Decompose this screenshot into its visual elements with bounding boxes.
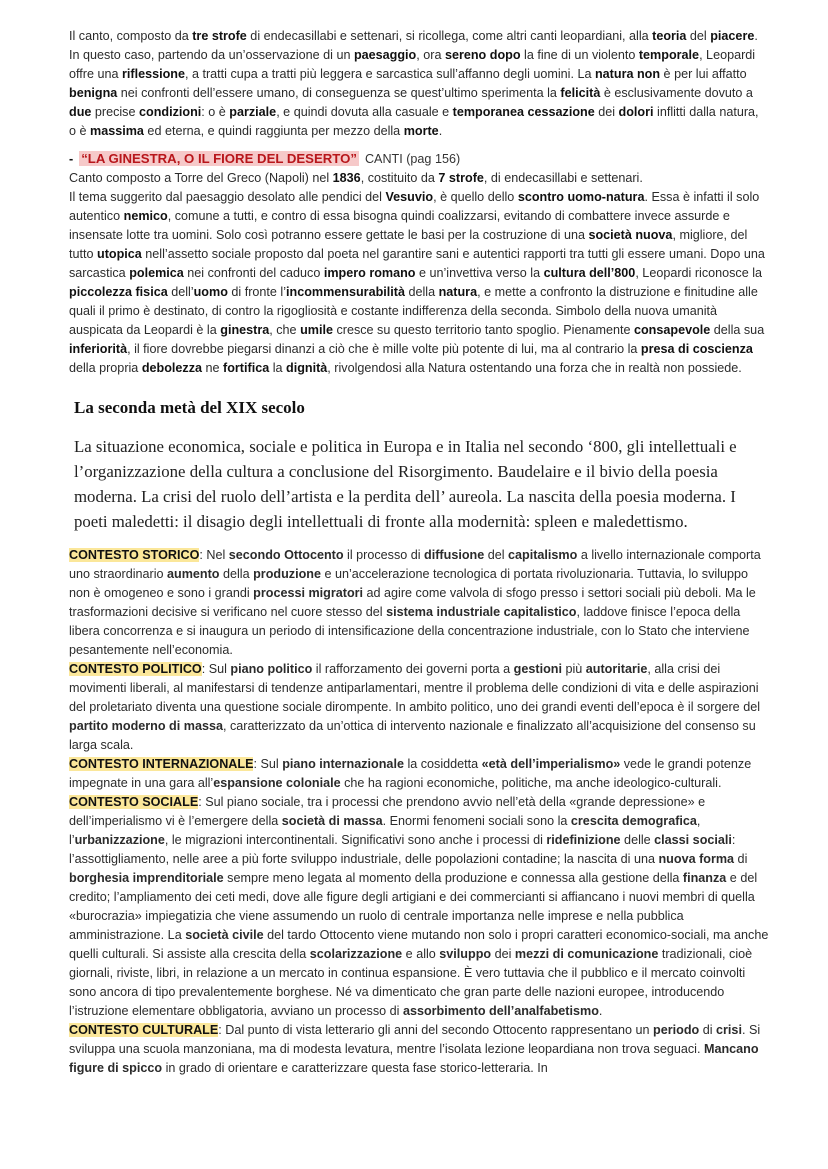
text-run: della	[219, 567, 254, 581]
text-run: in grado di orientare e caratterizzare questa fase storico-letteraria. In	[162, 1061, 548, 1075]
bold-keyword: aumento	[167, 567, 220, 581]
bold-keyword: felicità	[560, 86, 601, 100]
bold-keyword: società nuova	[588, 228, 673, 242]
bullet-dash: -	[69, 152, 74, 166]
text-run: inflitti dalla natura, o è	[69, 105, 759, 138]
bold-keyword: temporanea cessazione	[452, 105, 595, 119]
bold-keyword: sviluppo	[439, 947, 492, 961]
text-run: del	[484, 548, 509, 562]
text-run: cresce su questo territorio tanto spoglio. Pienamente	[332, 323, 634, 337]
context-label: CONTESTO STORICO	[69, 548, 200, 562]
bold-keyword: uomo	[193, 285, 228, 299]
text-run: , e mette a confronto la distruzione e finitudine alle quali il primo è destinato, di contro la rigogliosità e costante indifferenza della seconda. Simbolo della nuova umanità auspicata da Leopardi è la	[69, 285, 758, 337]
section-heading: La seconda metà del XIX secolo	[74, 398, 305, 417]
bold-keyword: polemica	[129, 266, 184, 280]
text-run: nei confronti dell’essere umano, di conseguenza se quest’ultimo sperimenta la	[117, 86, 561, 100]
ginestra-reference: CANTI (pag 156)	[364, 152, 461, 166]
text-run: vede le grandi potenze impegnate in una gara all’	[69, 757, 752, 790]
bold-keyword: classi sociali	[654, 833, 732, 847]
text-run: ed eterna, e quindi raggiunta per mezzo della	[143, 124, 404, 138]
bold-keyword: presa di coscienza	[640, 342, 753, 356]
bold-keyword: nemico	[123, 209, 168, 223]
text-run: dell’	[167, 285, 194, 299]
bold-keyword: Vesuvio	[385, 190, 434, 204]
bold-keyword: ginestra	[220, 323, 270, 337]
bold-keyword: Mancano figure di spicco	[69, 1042, 759, 1075]
text-run: di endecasillabi e settenari, si ricollega, come altri canti leopardiani, alla	[246, 29, 653, 43]
ginestra-title: “LA GINESTRA, O IL FIORE DEL DESERTO”	[81, 151, 357, 166]
bold-keyword: processi migratori	[253, 586, 364, 600]
text-run: , migliore, del tutto	[69, 228, 748, 261]
text-run: a livello internazionale comporta uno straordinario	[69, 548, 761, 581]
context-storico	[69, 546, 769, 660]
text-run: e un’invettiva verso la	[415, 266, 544, 280]
text-run: di	[699, 1023, 717, 1037]
bold-keyword: teoria	[652, 29, 687, 43]
text-run: della propria	[69, 361, 142, 375]
bold-keyword: natura	[438, 285, 478, 299]
bold-keyword: sereno dopo	[444, 48, 521, 62]
text-run: , Leopardi offre una	[69, 48, 756, 81]
text-run: , le migrazioni intercontinentali. Significativi sono anche i processi di	[164, 833, 547, 847]
bold-keyword: crescita demografica	[570, 814, 697, 828]
text-run: tradizionali, cioè giornali, riviste, libri, in relazione a un mercato in continua espansione. È vero tuttavia che il pubblico e il mercato coinvolti sono ancora di tipo prevalentemente borghese. Né va dimenticato che gran parte delle nazioni europee, introducendo l’istruzione elementare obbligatoria, avviano un processo di	[69, 947, 753, 1018]
text-run: che ha ragioni economiche, politiche, ma anche ideologico-culturali.	[340, 776, 722, 790]
text-run: e del credito; l’ampliamento dei ceti medi, dove alle figure degli artigiani e dei commercianti si affiancano i nuovi membri di quella «burocrazia» impiegatizia che viene assumendo un ruolo di centrale importanza nelle imprese e nella pubblica amministrazione. La	[69, 871, 758, 942]
text-run: , laddove finisce l’epoca della libera concorrenza e si inaugura un periodo di intensificazione della concentrazione industriale, con lo Stato che interviene pesantemente nell’economia.	[69, 605, 750, 657]
bold-keyword: partito moderno di massa	[69, 719, 223, 733]
text-run: e un’accelerazione tecnologica di portata rivoluzionaria. Tuttavia, lo sviluppo non è omogeneo e sono i grandi	[69, 567, 749, 600]
text-run: ad agire come valvola di sfogo presso i settori sociali più deboli. Ma le trasformazioni decisive si verificano nel cuore stesso del	[69, 586, 756, 619]
bold-keyword: morte	[403, 124, 439, 138]
bold-keyword: temporale	[638, 48, 700, 62]
text-run: , rivolgendosi alla Natura ostentando una forza che in realtà non possiede.	[327, 361, 742, 375]
text-run: e allo	[402, 947, 440, 961]
context-politico	[69, 660, 769, 755]
text-run: nell’assetto sociale proposto dal poeta nel garantire sani e autentici rapporti tra tutti gli essere umani. Dopo una sarcastica	[69, 247, 765, 280]
text-run: la	[269, 361, 287, 375]
context-internazionale	[69, 755, 769, 793]
bold-keyword: scontro uomo-natura	[517, 190, 645, 204]
bold-keyword: paesaggio	[353, 48, 417, 62]
text-run: , caratterizzato da un’ottica di intervento nazionale e finalizzato all’acquisizione del consenso su larga scala.	[69, 719, 756, 752]
bold-keyword: società civile	[185, 928, 264, 942]
text-run: precise	[91, 105, 139, 119]
context-label: CONTESTO CULTURALE	[69, 1023, 219, 1037]
bold-keyword: scolarizzazione	[309, 947, 403, 961]
bold-keyword: ridefinizione	[546, 833, 621, 847]
text-run: delle	[620, 833, 655, 847]
text-run: : Sul	[253, 757, 283, 771]
text-run: del tardo Ottocento viene mutando non solo i propri caratteri economico-sociali, ma anche quelli culturali. Si assiste alla crescita della	[69, 928, 769, 961]
text-run: è per lui affatto	[660, 67, 747, 81]
bold-keyword: periodo	[653, 1023, 700, 1037]
text-run: del	[686, 29, 711, 43]
text-run: : Dal punto di vista letterario gli anni del secondo Ottocento rappresentano un	[218, 1023, 654, 1037]
bold-keyword: piano internazionale	[282, 757, 404, 771]
bold-keyword: incommensurabilità	[286, 285, 405, 299]
bold-keyword: «età dell’imperialismo»	[481, 757, 621, 771]
text-run: la fine di un violento	[520, 48, 639, 62]
bold-keyword: 1836	[332, 171, 361, 185]
text-run: , a tratti cupa a tratti più leggera e sarcastica sull’affanno degli uomini. La	[184, 67, 595, 81]
bold-keyword: massima	[90, 124, 144, 138]
text-run: : o è	[201, 105, 230, 119]
bold-keyword: fortifica	[223, 361, 270, 375]
text-run: , Leopardi riconosce la	[635, 266, 763, 280]
document-page	[69, 27, 769, 1078]
bold-keyword: assorbimento dell’analfabetismo	[402, 1004, 599, 1018]
bold-keyword: diffusione	[424, 548, 485, 562]
text-run: più	[561, 662, 586, 676]
text-run: , e quindi dovuta alla casuale e	[276, 105, 453, 119]
bold-keyword: umile	[300, 323, 333, 337]
text-run: , l’	[69, 814, 701, 847]
text-run: di fronte l’	[227, 285, 286, 299]
bold-keyword: dolori	[618, 105, 654, 119]
bold-keyword: impero romano	[323, 266, 416, 280]
text-run: . Si sviluppa una scuola manzoniana, ma di modesta levatura, mentre l’isolata lezione leopardiana non trova seguaci.	[69, 1023, 761, 1056]
text-run: , che	[269, 323, 301, 337]
text-run: della sua	[710, 323, 765, 337]
context-sociale	[69, 793, 769, 1021]
text-run: Il canto, composto da	[69, 29, 193, 43]
context-label: CONTESTO SOCIALE	[69, 795, 199, 809]
ginestra-title-line	[69, 149, 769, 169]
text-run: , di endecasillabi e settenari.	[483, 171, 643, 185]
text-run: , costituito da	[360, 171, 439, 185]
text-run: , comune a tutti, e contro di essa bisogna quindi coalizzarsi, evitando di combattere invece assurde e insensate lotte tra uomini. Solo così potranno essere gettate le basi per la costruzione di una	[69, 209, 730, 242]
bold-keyword: cultura dell’800	[543, 266, 636, 280]
context-body	[69, 795, 768, 1018]
context-culturale	[69, 1021, 769, 1078]
text-run: , ora	[416, 48, 445, 62]
text-run: , alla crisi dei movimenti liberali, al manifestarsi di tendenze antiparlamentari, mentre il problema delle condizioni di vita e delle aspirazioni del proletariato diventa una questione sociale dirompente. In ambito politico, uno dei grandi eventi dell’epoca è il sorgere del	[69, 662, 760, 714]
text-run: , il fiore dovrebbe piegarsi dinanzi a ciò che è mille volte più potente di lui, ma al contrario la	[127, 342, 641, 356]
context-label: CONTESTO POLITICO	[69, 662, 202, 676]
bold-keyword: condizioni	[139, 105, 202, 119]
bold-keyword: produzione	[253, 567, 321, 581]
bold-keyword: riflessione	[121, 67, 185, 81]
context-body	[69, 548, 761, 657]
text-run: sempre meno legata al momento della produzione e connessa alla gestione della	[223, 871, 683, 885]
bold-keyword: borghesia imprenditoriale	[69, 871, 224, 885]
bold-keyword: secondo Ottocento	[228, 548, 344, 562]
bold-keyword: due	[69, 105, 92, 119]
text-run: Il tema suggerito dal paesaggio desolato alle pendici del	[69, 190, 386, 204]
text-run: nei confronti del caduco	[183, 266, 324, 280]
context-label: CONTESTO INTERNAZIONALE	[69, 757, 254, 771]
intro-paragraph	[69, 27, 769, 141]
text-run: : Sul piano sociale, tra i processi che prendono avvio nell’età della «grande depressione» e dell’imperialismo vi è l’emergere della	[69, 795, 706, 828]
bold-keyword: società di massa	[281, 814, 383, 828]
bold-keyword: utopica	[97, 247, 142, 261]
text-run: la cosiddetta	[403, 757, 482, 771]
text-run: il processo di	[343, 548, 425, 562]
text-run: . Enormi fenomeni sociali sono la	[382, 814, 571, 828]
bold-keyword: urbanizzazione	[74, 833, 165, 847]
bold-keyword: espansione coloniale	[213, 776, 341, 790]
bold-keyword: consapevole	[633, 323, 711, 337]
text-run: . Essa è infatti il solo autentico	[69, 190, 760, 223]
bold-keyword: dignità	[286, 361, 328, 375]
bold-keyword: tre strofe	[192, 29, 247, 43]
bold-keyword: autoritarie	[585, 662, 648, 676]
bold-keyword: inferiorità	[69, 342, 128, 356]
section-intro: La situazione economica, sociale e politica in Europa e in Italia nel secondo ‘800, gli intellettuali e l’organizzazione della cultura a conclusione del Risorgimento. Baudelaire e il bivio della poesia moderna. La crisi del ruolo dell’artista e la perdita dell’ aureola. La nascita della poesia moderna. I poeti maledetti: il disagio degli intellettuali di fronte alla modernità: spleen e maledettismo.	[74, 437, 737, 531]
ginestra-paragraph	[69, 169, 769, 378]
bold-keyword: crisi	[716, 1023, 742, 1037]
bold-keyword: gestioni	[513, 662, 562, 676]
text-run: . In questo caso, partendo da un’osservazione di un	[69, 29, 758, 62]
text-run: : l’assottigliamento, nelle aree a più forte sviluppo industriale, delle popolazioni contadine; la nascita di una	[69, 833, 736, 866]
bold-keyword: piano politico	[230, 662, 313, 676]
text-run: , è quello dello	[433, 190, 518, 204]
bold-keyword: finanza	[682, 871, 727, 885]
text-run: dei	[491, 947, 515, 961]
text-run: di	[734, 852, 748, 866]
text-run: della	[404, 285, 439, 299]
bold-keyword: sistema industriale capitalistico	[386, 605, 577, 619]
text-run: .	[438, 124, 443, 138]
text-run: ne	[202, 361, 224, 375]
bold-keyword: mezzi di comunicazione	[514, 947, 659, 961]
bold-keyword: natura non	[594, 67, 661, 81]
text-run: il rafforzamento dei governi porta a	[312, 662, 514, 676]
bold-keyword: benigna	[69, 86, 118, 100]
bold-keyword: capitalismo	[508, 548, 578, 562]
bold-keyword: parziale	[229, 105, 277, 119]
text-run: : Nel	[199, 548, 229, 562]
bold-keyword: debolezza	[141, 361, 202, 375]
bold-keyword: piccolezza fisica	[69, 285, 168, 299]
bold-keyword: piacere	[710, 29, 755, 43]
bold-keyword: nuova forma	[658, 852, 735, 866]
text-run: dei	[594, 105, 619, 119]
text-run: : Sul	[201, 662, 231, 676]
bold-keyword: 7 strofe	[438, 171, 484, 185]
text-run: Canto composto a Torre del Greco (Napoli) nel	[69, 171, 333, 185]
text-run: è esclusivamente dovuto a	[600, 86, 753, 100]
text-run: .	[598, 1004, 603, 1018]
